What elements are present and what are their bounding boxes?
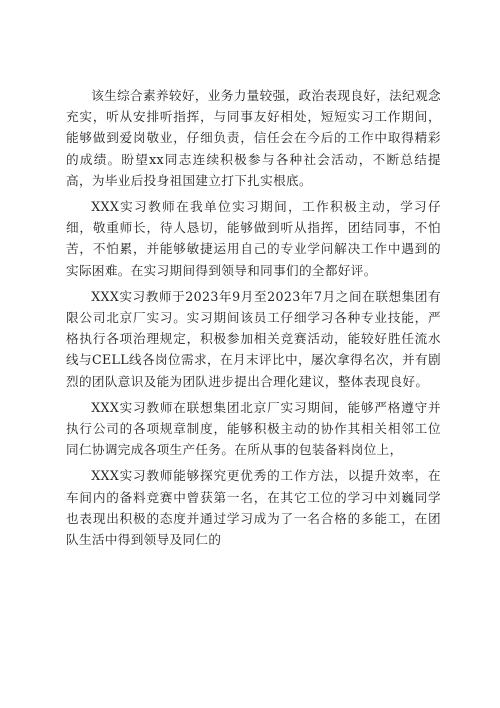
document-body (66, 85, 441, 555)
paragraph-1: 该生综合素养较好，业务力量较强，政治表现良好，法纪观念充实，听从安排听指挥，与同事友好相处，短短实习工作期间，能够做到爱岗敬业，仔细负责，信任会在今后的工作中取得精彩的成绩。盼望xx同志连续积极参与各种社会活动，不断总结提高，为毕业后投身祖国建立打下扎实根底。 (66, 88, 441, 188)
paragraph-5: XXX实习教师能够探究更优秀的工作方法，以提升效率，在车间内的备料竞赛中曾获第一名，在其它工位的学习中刘巍同学也表现出积极的态度并通过学习成为了一名合格的多能工，在团队生活中得到领导及同仁的 (66, 468, 441, 548)
paragraph-3: XXX实习教师于2023年9月至2023年7月之间在联想集团有限公司北京厂实习。实习期间该员工仔细学习各种专业技能，严格执行各项治理规定，积极参加相关竞赛活动，能较好胜任流水线与CELL线各岗位需求，在月末评比中，屡次拿得名次，并有剧烈的团队意识及能为团队进步提出合理化建议，整体表现良好。 (66, 288, 441, 389)
paragraph-4: XXX实习教师在联想集团北京厂实习期间，能够严格遵守并执行公司的各项规章制度，能够积极主动的协作其相关相邻工位同仁协调完成各项生产任务。在所从事的包装备料岗位上， (66, 399, 441, 458)
paragraph-2: XXX实习教师在我单位实习期间，工作积极主动，学习仔细，敬重师长，待人恳切，能够做到听从指挥，团结同事，不怕苦，不怕累，并能够敏捷运用自己的专业学问解决工作中遇到的实际困难。在实习期间得到领导和同事们的全都好评。 (66, 199, 441, 278)
